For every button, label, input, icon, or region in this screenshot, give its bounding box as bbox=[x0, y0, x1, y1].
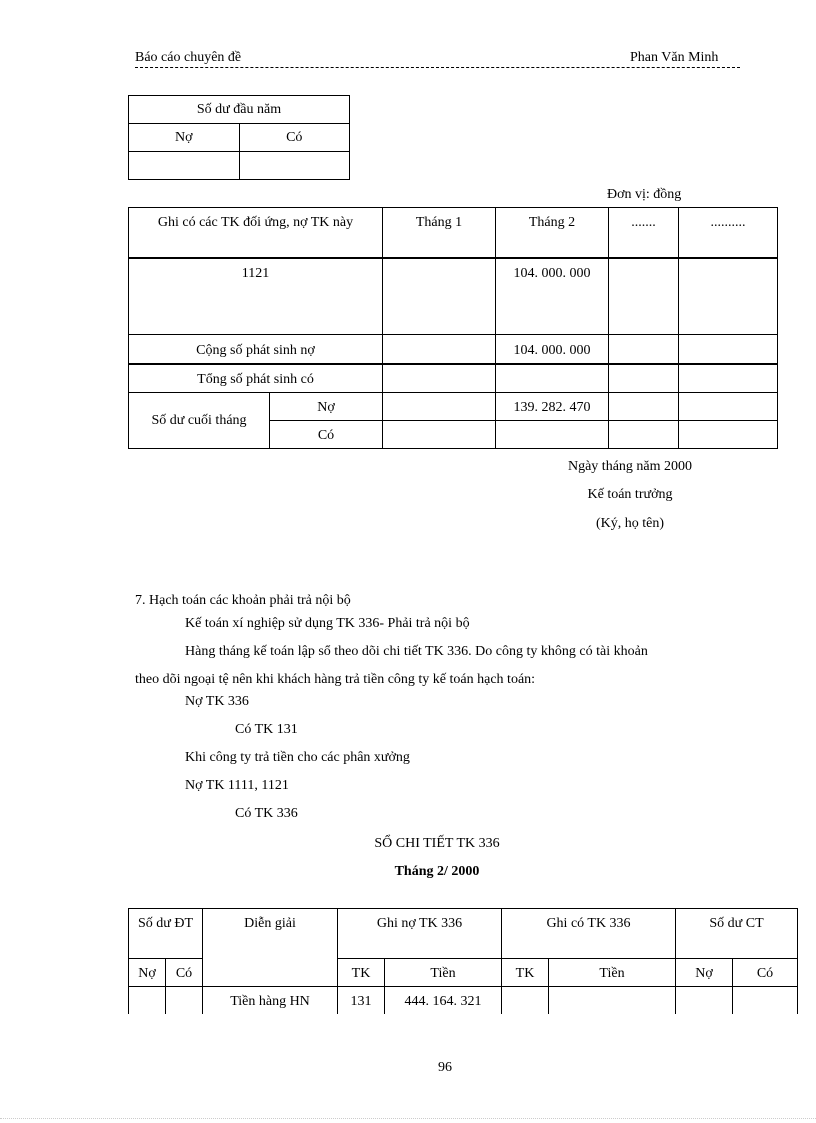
detail-subheader-co: Có bbox=[166, 959, 203, 987]
detail-row-diengiai: Tiền hàng HN bbox=[203, 987, 338, 1015]
opening-balance-title: Số dư đầu năm bbox=[129, 96, 350, 124]
detail-cell bbox=[733, 987, 798, 1015]
detail-subheader-co: Có bbox=[733, 959, 798, 987]
ledger-header-account: Ghi có các TK đối ứng, nợ TK này bbox=[129, 208, 383, 259]
ledger-row-sodu-co: Có bbox=[270, 421, 383, 449]
detail-cell bbox=[676, 987, 733, 1015]
ledger-cell bbox=[609, 364, 679, 393]
ledger-cell bbox=[383, 335, 496, 365]
header-divider bbox=[135, 67, 740, 68]
detail-cell bbox=[549, 987, 676, 1015]
ledger-cell bbox=[383, 258, 496, 335]
opening-balance-no-header: Nợ bbox=[129, 124, 240, 152]
ledger-cell bbox=[496, 364, 609, 393]
header-left-title: Báo cáo chuyên đề bbox=[135, 50, 242, 65]
ledger-header-ellipsis1: ....... bbox=[609, 208, 679, 259]
detail-subheader-tien: Tiền bbox=[385, 959, 502, 987]
entry-credit-336: Có TK 336 bbox=[235, 806, 298, 821]
detail-row-tien-no: 444. 164. 321 bbox=[385, 987, 502, 1015]
ledger-header-month1: Tháng 1 bbox=[383, 208, 496, 259]
detail-row-tk-no: 131 bbox=[338, 987, 385, 1015]
signature-date: Ngày tháng năm 2000 bbox=[567, 459, 693, 474]
ledger-cell bbox=[609, 421, 679, 449]
ledger-cell bbox=[383, 393, 496, 421]
detail-subtitle: Tháng 2/ 2000 bbox=[394, 864, 480, 879]
ledger-header-month2: Tháng 2 bbox=[496, 208, 609, 259]
detail-title: SỔ CHI TIẾT TK 336 bbox=[374, 836, 500, 851]
detail-ledger-table bbox=[128, 908, 798, 1014]
detail-subheader-no: Nợ bbox=[129, 959, 166, 987]
ledger-cell bbox=[679, 258, 778, 335]
ledger-row-1121-month2: 104. 000. 000 bbox=[496, 258, 609, 335]
section-paragraph-1: Kế toán xí nghiệp sử dụng TK 336- Phải trả nội bộ bbox=[185, 616, 470, 631]
detail-subheader-tk: TK bbox=[338, 959, 385, 987]
entry-debit-1111-1121: Nợ TK 1111, 1121 bbox=[185, 778, 289, 793]
opening-balance-table bbox=[128, 95, 350, 180]
ledger-cell bbox=[383, 421, 496, 449]
detail-header-ghi-co: Ghi có TK 336 bbox=[502, 909, 676, 959]
detail-cell bbox=[166, 987, 203, 1015]
ledger-cell bbox=[609, 258, 679, 335]
header-author: Phan Văn Minh bbox=[630, 50, 719, 65]
section-paragraph-2-line1: Hàng tháng kế toán lập sổ theo dõi chi tiết TK 336. Do công ty không có tài khoản bbox=[185, 644, 648, 659]
footer-divider bbox=[0, 1118, 816, 1119]
ledger-cell bbox=[609, 393, 679, 421]
opening-balance-co-header: Có bbox=[239, 124, 350, 152]
ledger-row-sodu-label: Số dư cuối tháng bbox=[129, 393, 270, 449]
ledger-cell bbox=[679, 335, 778, 365]
detail-header-sodu-ct: Số dư CT bbox=[676, 909, 798, 959]
section-heading: 7. Hạch toán các khoản phải trả nội bộ bbox=[135, 593, 351, 608]
signature-role: Kế toán trưởng bbox=[587, 487, 673, 502]
detail-header-diengiai: Diễn giải bbox=[203, 909, 338, 987]
ledger-row-sodu-no-month2: 139. 282. 470 bbox=[496, 393, 609, 421]
ledger-row-sodu-no: Nợ bbox=[270, 393, 383, 421]
detail-subheader-tien: Tiền bbox=[549, 959, 676, 987]
detail-cell bbox=[502, 987, 549, 1015]
ledger-row-account: 1121 bbox=[129, 258, 383, 335]
ledger-cell bbox=[679, 393, 778, 421]
entry-credit-131: Có TK 131 bbox=[235, 722, 298, 737]
section-paragraph-2-line2: theo dõi ngoại tệ nên khi khách hàng trả tiền công ty kế toán hạch toán: bbox=[135, 672, 536, 687]
detail-header-ghi-no: Ghi nợ TK 336 bbox=[338, 909, 502, 959]
detail-cell bbox=[129, 987, 166, 1015]
currency-unit: Đơn vị: đồng bbox=[607, 187, 682, 202]
ledger-cell bbox=[609, 335, 679, 365]
ledger-cell bbox=[496, 421, 609, 449]
entry-debit-336: Nợ TK 336 bbox=[185, 694, 249, 709]
ledger-cell bbox=[679, 421, 778, 449]
ledger-table bbox=[128, 207, 778, 449]
ledger-cell bbox=[383, 364, 496, 393]
ledger-row-cong-label: Cộng số phát sinh nợ bbox=[129, 335, 383, 365]
page-number: 96 bbox=[438, 1060, 452, 1075]
opening-balance-co-value bbox=[239, 152, 350, 180]
opening-balance-no-value bbox=[129, 152, 240, 180]
ledger-cell bbox=[679, 364, 778, 393]
ledger-row-tong-label: Tổng số phát sinh có bbox=[129, 364, 383, 393]
detail-subheader-tk: TK bbox=[502, 959, 549, 987]
detail-header-sodu-dt: Số dư ĐT bbox=[129, 909, 203, 959]
section-paragraph-3: Khi công ty trả tiền cho các phân xưởng bbox=[185, 750, 410, 765]
signature-note: (Ký, họ tên) bbox=[595, 516, 665, 531]
ledger-row-cong-month2: 104. 000. 000 bbox=[496, 335, 609, 365]
detail-subheader-no: Nợ bbox=[676, 959, 733, 987]
ledger-header-ellipsis2: .......... bbox=[679, 208, 778, 259]
